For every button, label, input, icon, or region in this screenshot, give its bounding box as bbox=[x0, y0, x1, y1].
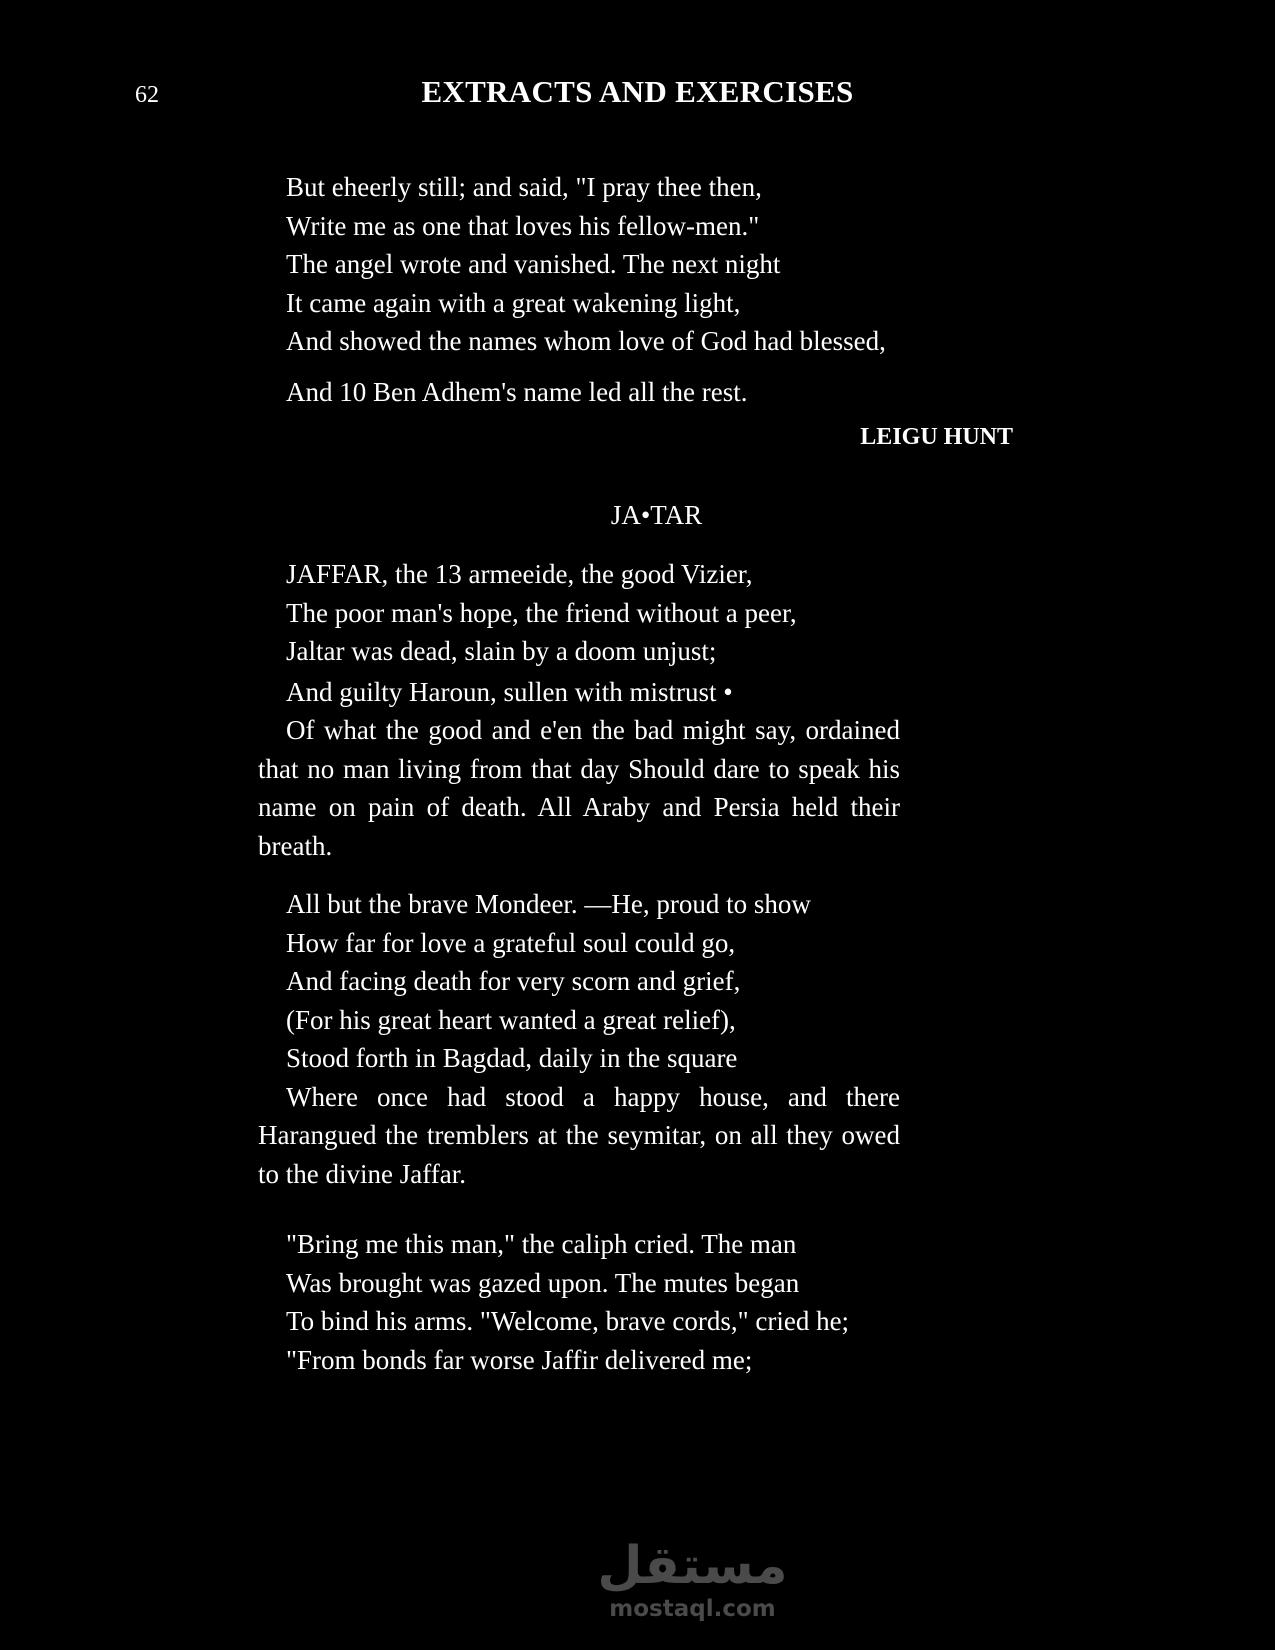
watermark-logo: مستقل bbox=[597, 1536, 788, 1596]
poem-line: And facing death for very scorn and grief, bbox=[286, 966, 741, 996]
stanza1-block bbox=[258, 555, 900, 865]
watermark-url: mostaql.com bbox=[609, 1596, 776, 1622]
poem-line: And 10 Ben Adhem's name led all the rest. bbox=[286, 376, 748, 407]
poem-line: Write me as one that loves his fellow-men." bbox=[286, 210, 760, 241]
poem-line: "Bring me this man," the caliph cried. The man bbox=[286, 1229, 797, 1259]
poem-title: JA•TAR bbox=[610, 500, 703, 530]
poem-author: LEIGU HUNT bbox=[860, 424, 1013, 450]
poem-line: (For his great heart wanted a great relief), bbox=[286, 1004, 736, 1035]
poem-line: Jaltar was dead, slain by a doom unjust; bbox=[286, 636, 717, 666]
poem-line: JAFFAR, the 13 armeeide, the good Vizier, bbox=[286, 559, 753, 589]
poem-line: The angel wrote and vanished. The next night bbox=[286, 249, 781, 279]
poem-line: Was brought was gazed upon. The mutes began bbox=[286, 1267, 800, 1298]
poem-line: And showed the names whom love of God had blessed, bbox=[286, 326, 886, 356]
poem-line: How far for love a grateful soul could go, bbox=[286, 927, 736, 958]
poem-line: But eheerly still; and said, "I pray thee then, bbox=[286, 172, 762, 202]
poem-line: The poor man's hope, the friend without a peer, bbox=[286, 597, 797, 628]
page-number: 62 bbox=[135, 82, 159, 108]
poem-line: And guilty Haroun, sullen with mistrust • bbox=[286, 676, 733, 707]
poem-paragraph: Where once had stood a happy house, and there Harangued the tremblers at the seymitar, on all they owed to the divine Jaffar. bbox=[258, 1081, 900, 1189]
stanza2-block bbox=[258, 885, 900, 1193]
poem-paragraph: Of what the good and e'en the bad might say, ordained that no man living from that day Should dare to speak his name on pain of death. All Araby and Persia held their breath. bbox=[258, 715, 900, 861]
poem-line: To bind his arms. "Welcome, brave cords," cried he; bbox=[286, 1306, 850, 1336]
watermark bbox=[0, 1538, 1275, 1622]
stanza3-block bbox=[258, 1225, 900, 1379]
poem1-block bbox=[258, 168, 900, 411]
poem-line: It came again with a great wakening light, bbox=[286, 287, 741, 318]
running-head bbox=[0, 74, 1275, 110]
poem-line: Stood forth in Bagdad, daily in the square bbox=[286, 1043, 738, 1073]
poem-line: "From bonds far worse Jaffir delivered me; bbox=[286, 1344, 753, 1375]
poem-line: All but the brave Mondeer. —He, proud to show bbox=[286, 889, 811, 919]
running-head-title: EXTRACTS AND EXERCISES bbox=[421, 74, 854, 109]
